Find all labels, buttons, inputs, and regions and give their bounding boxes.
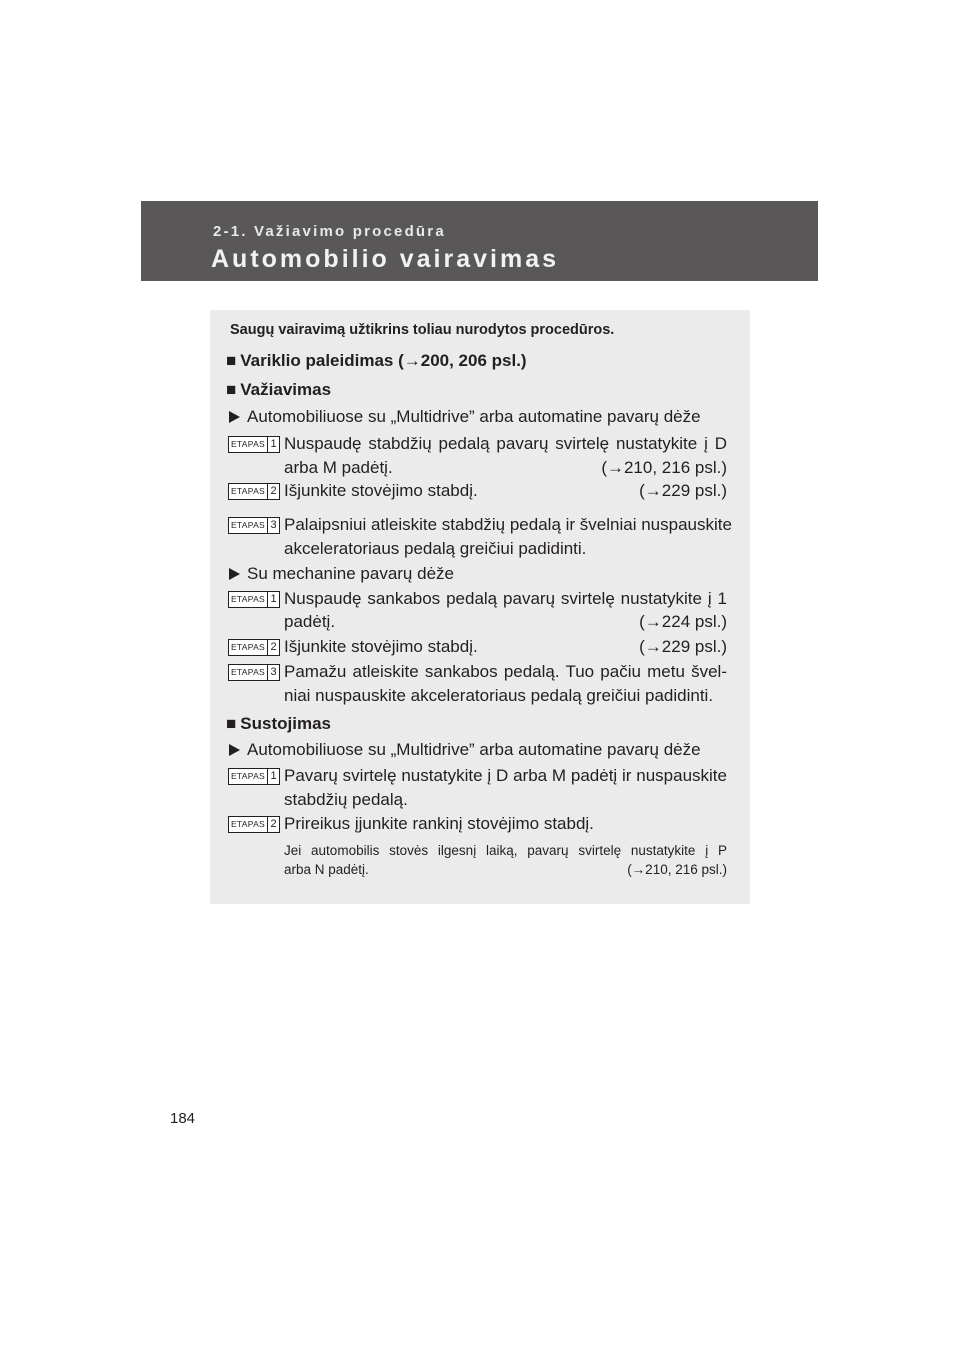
step-badge: ETAPAS 1 bbox=[228, 591, 280, 608]
heading-engine-start: ■ Variklio paleidimas (→200, 206 psl.) bbox=[226, 351, 527, 370]
heading-stopping: ■ Sustojimas bbox=[226, 714, 331, 733]
step-badge: ETAPAS 1 bbox=[228, 436, 280, 453]
subheading-automatic-stop: Automobiliuose su „Multidrive” arba automatine pavarų dėže bbox=[229, 739, 701, 761]
triangle-arrow-icon bbox=[229, 411, 240, 423]
step-badge: ETAPAS 3 bbox=[228, 517, 280, 534]
content-box bbox=[210, 310, 750, 904]
page-reference: (→229 psl.) bbox=[639, 637, 727, 656]
subheading-automatic: Automobiliuose su „Multidrive” arba automatine pavarų dėže bbox=[229, 406, 701, 428]
page-reference: (→210, 216 psl.) bbox=[627, 862, 727, 877]
triangle-arrow-icon bbox=[229, 568, 240, 580]
page-reference: (→224 psl.) bbox=[639, 612, 727, 631]
note-text: arba N padėtį. bbox=[284, 862, 369, 877]
step-text: Išjunkite stovėjimo stabdį. bbox=[284, 637, 478, 656]
step-text: akceleratoriaus pedalą greičiui padidinti. bbox=[284, 539, 587, 558]
step-text: Nuspaudę stabdžių pedalą pavarų svirtelę nustatykite į D bbox=[284, 434, 727, 453]
section-title: 2-1. Važiavimo procedūra bbox=[213, 223, 446, 240]
step-text: Prireikus įjunkite rankinį stovėjimo stabdį. bbox=[284, 814, 594, 833]
step-badge: ETAPAS 1 bbox=[228, 768, 280, 785]
triangle-arrow-icon bbox=[229, 744, 240, 756]
note-text: Jei automobilis stovės ilgesnį laiką, pavarų svirtelę nustatykite į P bbox=[284, 843, 727, 858]
page-reference: (→210, 216 psl.) bbox=[601, 458, 727, 477]
step-badge: ETAPAS 2 bbox=[228, 816, 280, 833]
step-text: Palaipsniui atleiskite stabdžių pedalą ir švelniai nuspauskite bbox=[284, 515, 732, 534]
step-text: Nuspaudę sankabos pedalą pavarų svirtelę nustatykite į 1 bbox=[284, 589, 727, 608]
step-badge: ETAPAS 3 bbox=[228, 664, 280, 681]
subheading-manual: Su mechanine pavarų dėže bbox=[229, 563, 454, 585]
step-text: Pavarų svirtelę nustatykite į D arba M padėtį ir nuspauskite bbox=[284, 766, 727, 785]
page-title: Automobilio vairavimas bbox=[211, 245, 560, 273]
bullet-square-icon: ■ bbox=[226, 351, 237, 370]
step-text: Pamažu atleiskite sankabos pedalą. Tuo pačiu metu švel- bbox=[284, 662, 727, 681]
intro-text: Saugų vairavimą užtikrins toliau nurodytos procedūros. bbox=[230, 322, 615, 338]
bullet-square-icon: ■ bbox=[226, 714, 237, 733]
header-bar bbox=[141, 201, 818, 281]
step-text: Išjunkite stovėjimo stabdį. bbox=[284, 481, 478, 500]
step-badge: ETAPAS 2 bbox=[228, 639, 280, 656]
step-badge: ETAPAS 2 bbox=[228, 483, 280, 500]
step-text: stabdžių pedalą. bbox=[284, 790, 408, 809]
page-number: 184 bbox=[170, 1110, 196, 1127]
heading-driving: ■ Važiavimas bbox=[226, 380, 332, 399]
bullet-square-icon: ■ bbox=[226, 380, 237, 399]
step-text: padėtį. bbox=[284, 612, 336, 631]
step-text: arba M padėtį. bbox=[284, 458, 393, 477]
page-reference: (→229 psl.) bbox=[639, 481, 727, 500]
step-text: niai nuspauskite akceleratoriaus pedalą greičiui padidinti. bbox=[284, 686, 714, 705]
